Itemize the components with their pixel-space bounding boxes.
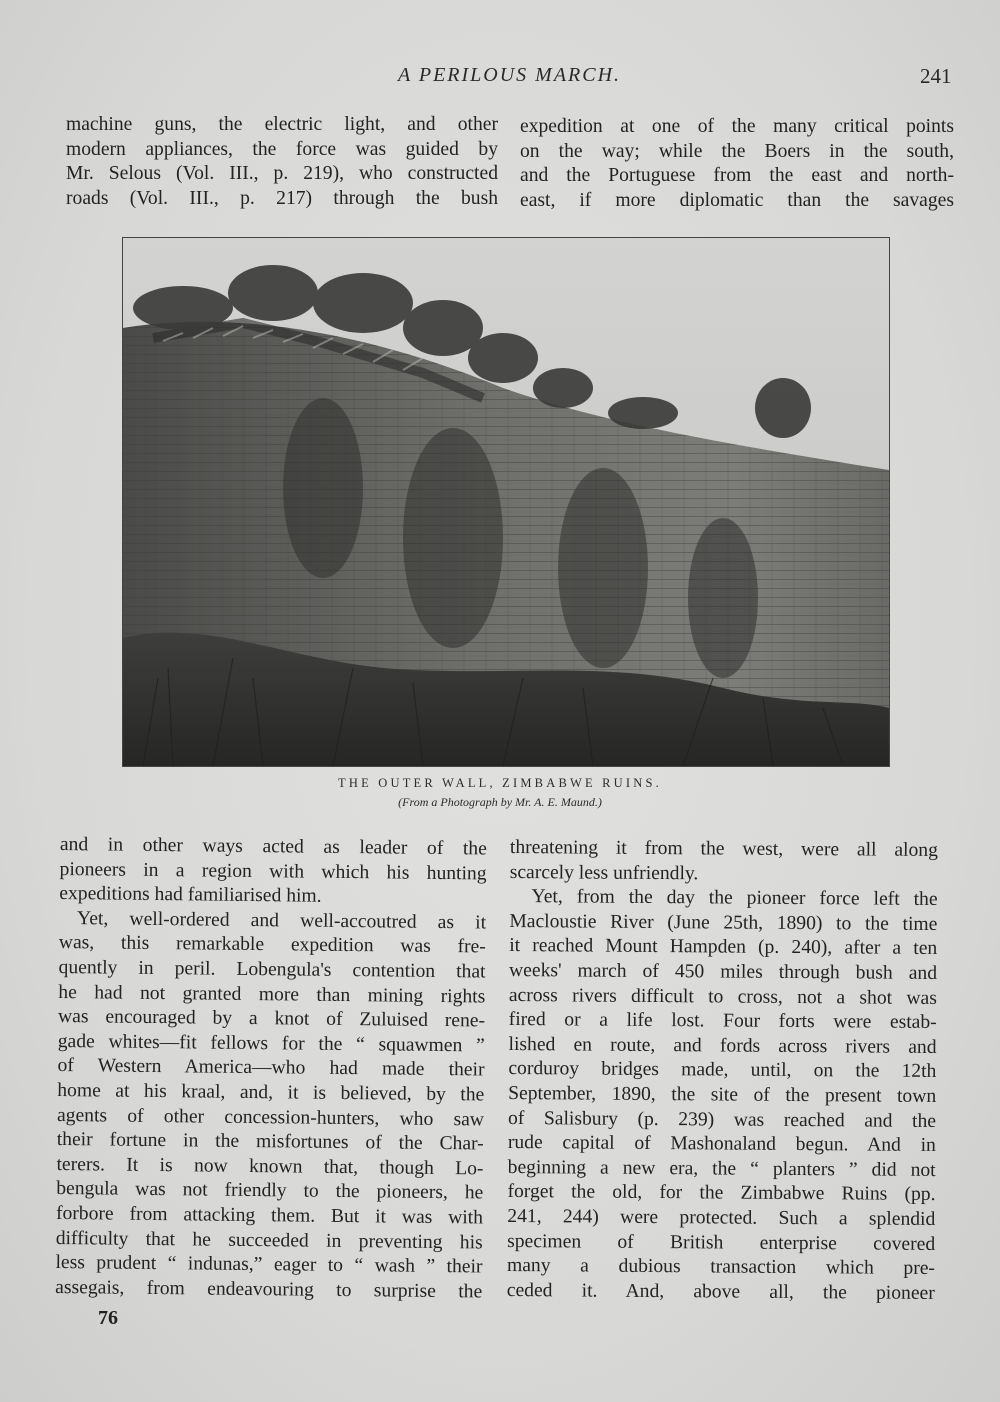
bottom-right-column: [507, 836, 938, 1306]
text-line: pioneers in a region with which his hunting: [59, 858, 487, 885]
text-line: modern appliances, the force was guided by: [66, 138, 498, 160]
text-line: of Western America—who had made their: [57, 1055, 485, 1081]
bottom-left-column: [55, 833, 487, 1305]
text-line: threatening it from the west, were all along: [509, 837, 938, 861]
text-line: quently in peril. Lobengula's contention that: [58, 956, 486, 983]
text-line: specimen of British enterprise covered: [507, 1230, 936, 1255]
text-line: September, 1890, the site of the present town: [508, 1082, 937, 1107]
top-right-column: [520, 115, 954, 213]
text-line: it reached Mount Hampden (p. 240), after a ten: [509, 935, 938, 960]
text-line: difficulty that he succeeded in preventing his: [55, 1227, 483, 1253]
text-line: gade whites—fit fellows for the “ squawmen ”: [57, 1030, 485, 1057]
text-line: bengula was not friendly to the pioneers, he: [56, 1178, 484, 1204]
text-line: roads (Vol. III., p. 217) through the bush: [66, 187, 498, 209]
text-line: forget the old, for the Zimbabwe Ruins (pp.: [507, 1181, 936, 1206]
text-line: was, this remarkable expedition was fre-: [58, 932, 486, 958]
text-line: agents of other concession-hunters, who saw: [56, 1104, 485, 1130]
text-line: home at his kraal, and, it is believed, by the: [57, 1079, 485, 1106]
text-line: and the Portuguese from the east and north-: [520, 165, 954, 187]
text-line: Mr. Selous (Vol. III., p. 219), who constructed: [66, 163, 498, 185]
figure-credit: (From a Photograph by Mr. A. E. Maund.): [398, 795, 602, 809]
running-head: [0, 64, 1000, 92]
text-line: expeditions had familiarised him.: [59, 883, 322, 907]
text-line: lished en route, and fords across rivers and: [508, 1033, 937, 1058]
text-line: Macloustie River (June 25th, 1890) to the time: [509, 910, 938, 935]
text-line: he had not granted more than mining rights: [58, 981, 486, 1008]
text-line: and in other ways acted as leader of the: [59, 833, 487, 860]
text-line: ceded it. And, above all, the pioneer: [506, 1279, 935, 1304]
text-line: scarcely less unfriendly.: [509, 861, 699, 884]
signature-number: 76: [98, 1307, 118, 1329]
photo-illustration: [123, 238, 889, 766]
text-line: across rivers difficult to cross, not a shot was: [508, 984, 937, 1009]
text-line: of Salisbury (p. 239) was reached and the: [507, 1107, 937, 1132]
text-line: less prudent “ indunas,” eager to “ wash ” their: [55, 1252, 483, 1278]
top-left-column: [66, 113, 498, 211]
text-line: beginning a new era, the “ planters ” did not: [507, 1156, 936, 1181]
text-line: weeks' march of 450 miles through bush and: [508, 959, 938, 984]
text-line: fired or a life lost. Four forts were estab-: [508, 1009, 937, 1034]
text-line: their fortune in the misfortunes of the Char-: [56, 1129, 484, 1155]
text-line: east, if more diplomatic than the savages: [520, 189, 954, 211]
text-line: machine guns, the electric light, and other: [66, 114, 498, 135]
page-number: 241: [920, 64, 952, 88]
text-line: 241, 244) were protected. Such a splendid: [507, 1205, 936, 1230]
text-line: forbore from attacking them. But it was with: [55, 1202, 484, 1229]
text-line: rude capital of Mashonaland begun. And in: [507, 1132, 936, 1157]
text-line: terers. It is now known that, though Lo-: [56, 1153, 484, 1180]
figure-caption: THE OUTER WALL, ZIMBABWE RUINS.: [338, 776, 662, 790]
text-line: Yet, from the day the pioneer force left the: [531, 886, 938, 911]
running-title: A PERILOUS MARCH.: [398, 64, 622, 86]
text-line: assegais, from endeavouring to surprise the: [55, 1276, 483, 1303]
text-line: Yet, well-ordered and well-accoutred as it: [76, 907, 487, 934]
text-line: many a dubious transaction which pre-: [506, 1255, 936, 1280]
text-line: corduroy bridges made, until, on the 12th: [508, 1058, 937, 1083]
text-line: on the way; while the Boers in the south,: [520, 140, 954, 162]
photograph-outer-wall: [122, 237, 890, 767]
text-line: was encouraged by a knot of Zuluised rene-: [57, 1006, 486, 1032]
text-line: expedition at one of the many critical points: [520, 116, 954, 137]
